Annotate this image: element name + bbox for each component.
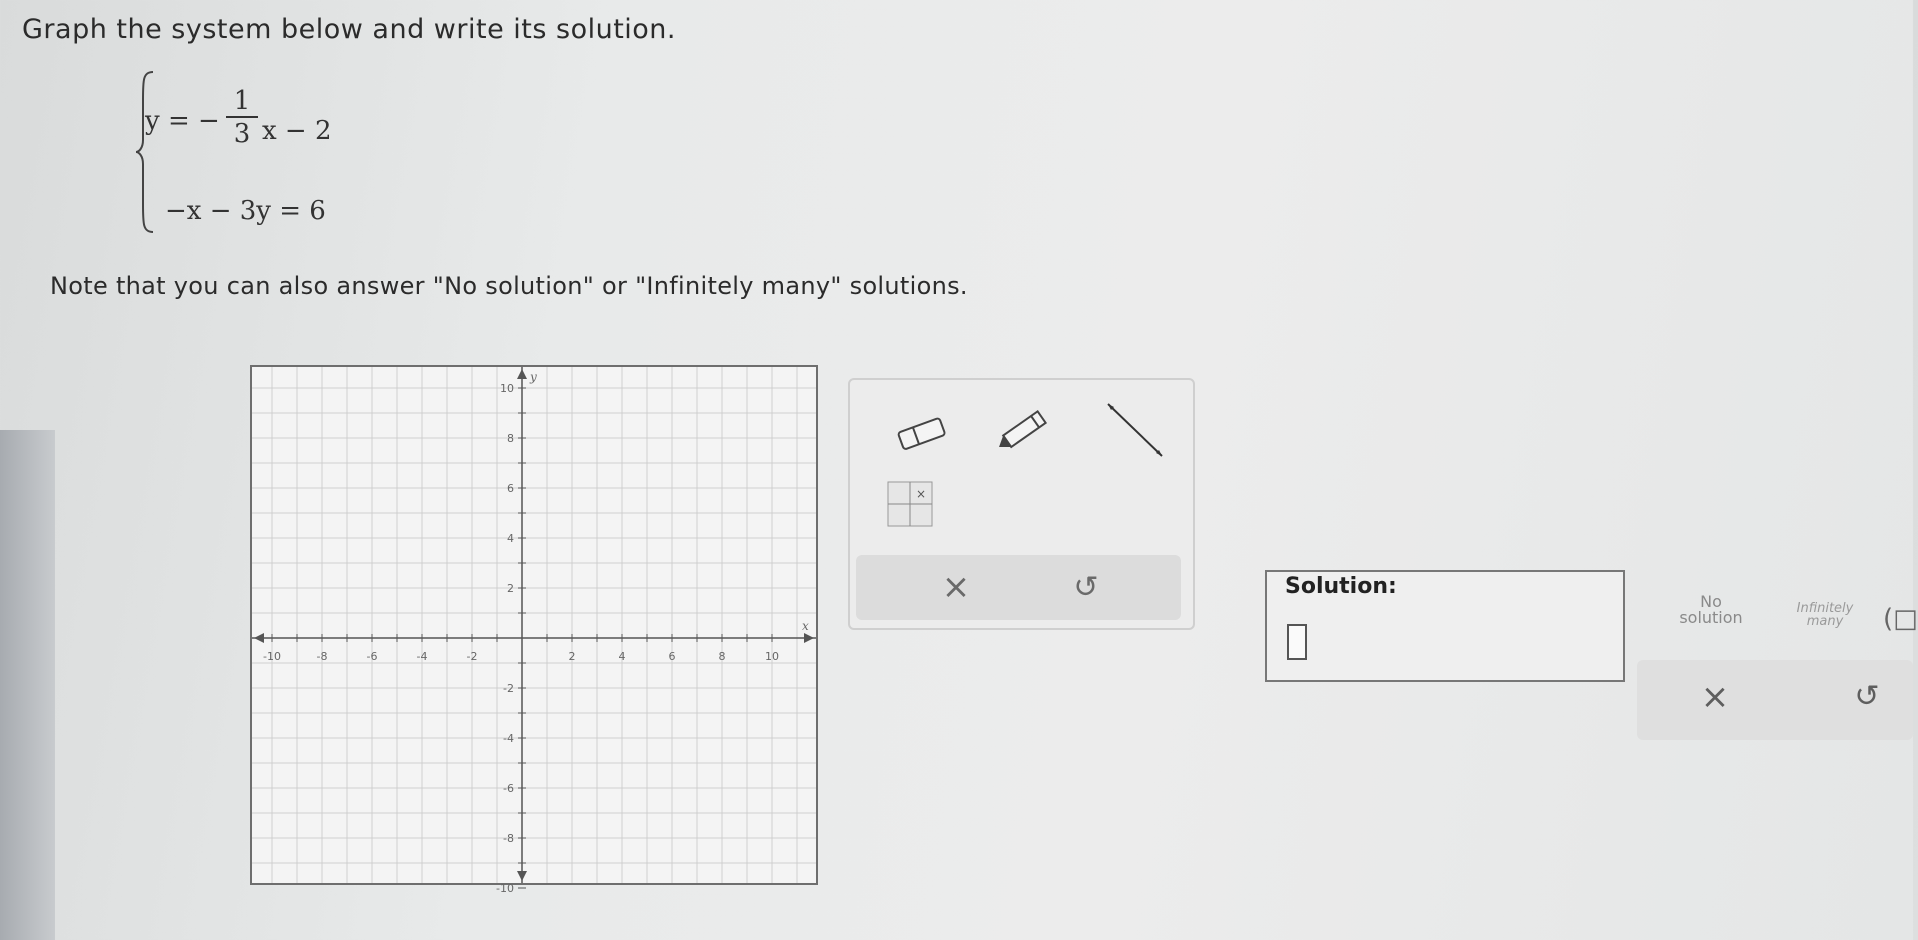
drawing-toolbar: [848, 378, 1195, 630]
answer-note: Note that you can also answer "No solution" or "Infinitely many" solutions.: [50, 272, 968, 300]
undo-graph-button[interactable]: ↺: [1073, 570, 1099, 605]
y-tick-label: -6: [503, 782, 514, 795]
y-axis-label: y: [530, 370, 537, 384]
eraser-icon[interactable]: [886, 405, 956, 465]
y-tick-label: -8: [503, 832, 514, 845]
no-solution-button[interactable]: [1671, 594, 1751, 626]
pencil-icon[interactable]: [990, 400, 1060, 460]
x-tick-label: 10: [765, 650, 779, 663]
no-solution-line1: No: [1700, 592, 1722, 611]
x-axis-label: x: [802, 619, 809, 633]
y-tick-label: -10: [496, 882, 514, 895]
y-tick-label: 10: [500, 382, 514, 395]
fraction-numerator: 1: [233, 86, 251, 116]
x-tick-label: -8: [316, 650, 328, 663]
x-tick-label: 4: [618, 650, 626, 663]
graph-canvas[interactable]: [250, 365, 818, 895]
x-tick-label: -6: [366, 650, 378, 663]
solution-label: Solution:: [1285, 574, 1397, 599]
x-tick-label: 8: [718, 650, 726, 663]
infinitely-many-button[interactable]: [1785, 602, 1865, 628]
infinitely-line1: Infinitely: [1796, 601, 1854, 616]
x-tick-label: -10: [263, 650, 281, 663]
x-axis-arrow: [804, 633, 814, 643]
graph-actions-bar: [856, 555, 1181, 620]
y-tick-label: 4: [507, 532, 514, 545]
y-tick-label: 2: [507, 582, 514, 595]
left-brace: [135, 70, 155, 235]
x-tick-label: -4: [416, 650, 428, 663]
y-tick-label: 8: [507, 432, 514, 445]
y-tick-label: -4: [503, 732, 514, 745]
ordered-pair-button[interactable]: (□: [1883, 604, 1918, 634]
equation-1-lhs: y = −: [145, 106, 220, 136]
solution-actions-bar: [1637, 660, 1913, 740]
y-axis-arrow: [517, 369, 527, 379]
solution-box: [1265, 570, 1625, 682]
infinitely-line2: many: [1806, 614, 1844, 629]
clear-graph-button[interactable]: ×: [941, 567, 971, 607]
solution-input[interactable]: [1287, 624, 1307, 660]
x-tick-label: -2: [466, 650, 478, 663]
coordinate-grid[interactable]: [252, 367, 816, 895]
point-grid-icon[interactable]: [886, 480, 956, 540]
answer-options-panel: [1635, 580, 1918, 740]
question-prompt: Graph the system below and write its solution.: [22, 14, 677, 45]
x-axis-arrow-left: [254, 633, 264, 643]
y-tick-label: -2: [503, 682, 514, 695]
equation-2: −x − 3y = 6: [165, 196, 326, 226]
x-tick-label: 6: [668, 650, 676, 663]
no-solution-line2: solution: [1679, 608, 1743, 627]
y-axis-arrow-down: [517, 871, 527, 881]
fraction-denominator: 3: [233, 119, 251, 149]
equation-1-fraction: [222, 86, 262, 150]
svg-text:×: ×: [916, 487, 927, 501]
clear-solution-button[interactable]: ×: [1700, 677, 1730, 717]
x-tick-label: 2: [568, 650, 576, 663]
line-segment-icon[interactable]: [1100, 398, 1170, 458]
equation-1-rhs: x − 2: [262, 116, 332, 146]
y-tick-label: 6: [507, 482, 514, 495]
undo-solution-button[interactable]: ↺: [1854, 679, 1880, 714]
left-edge-shadow: [0, 430, 55, 940]
